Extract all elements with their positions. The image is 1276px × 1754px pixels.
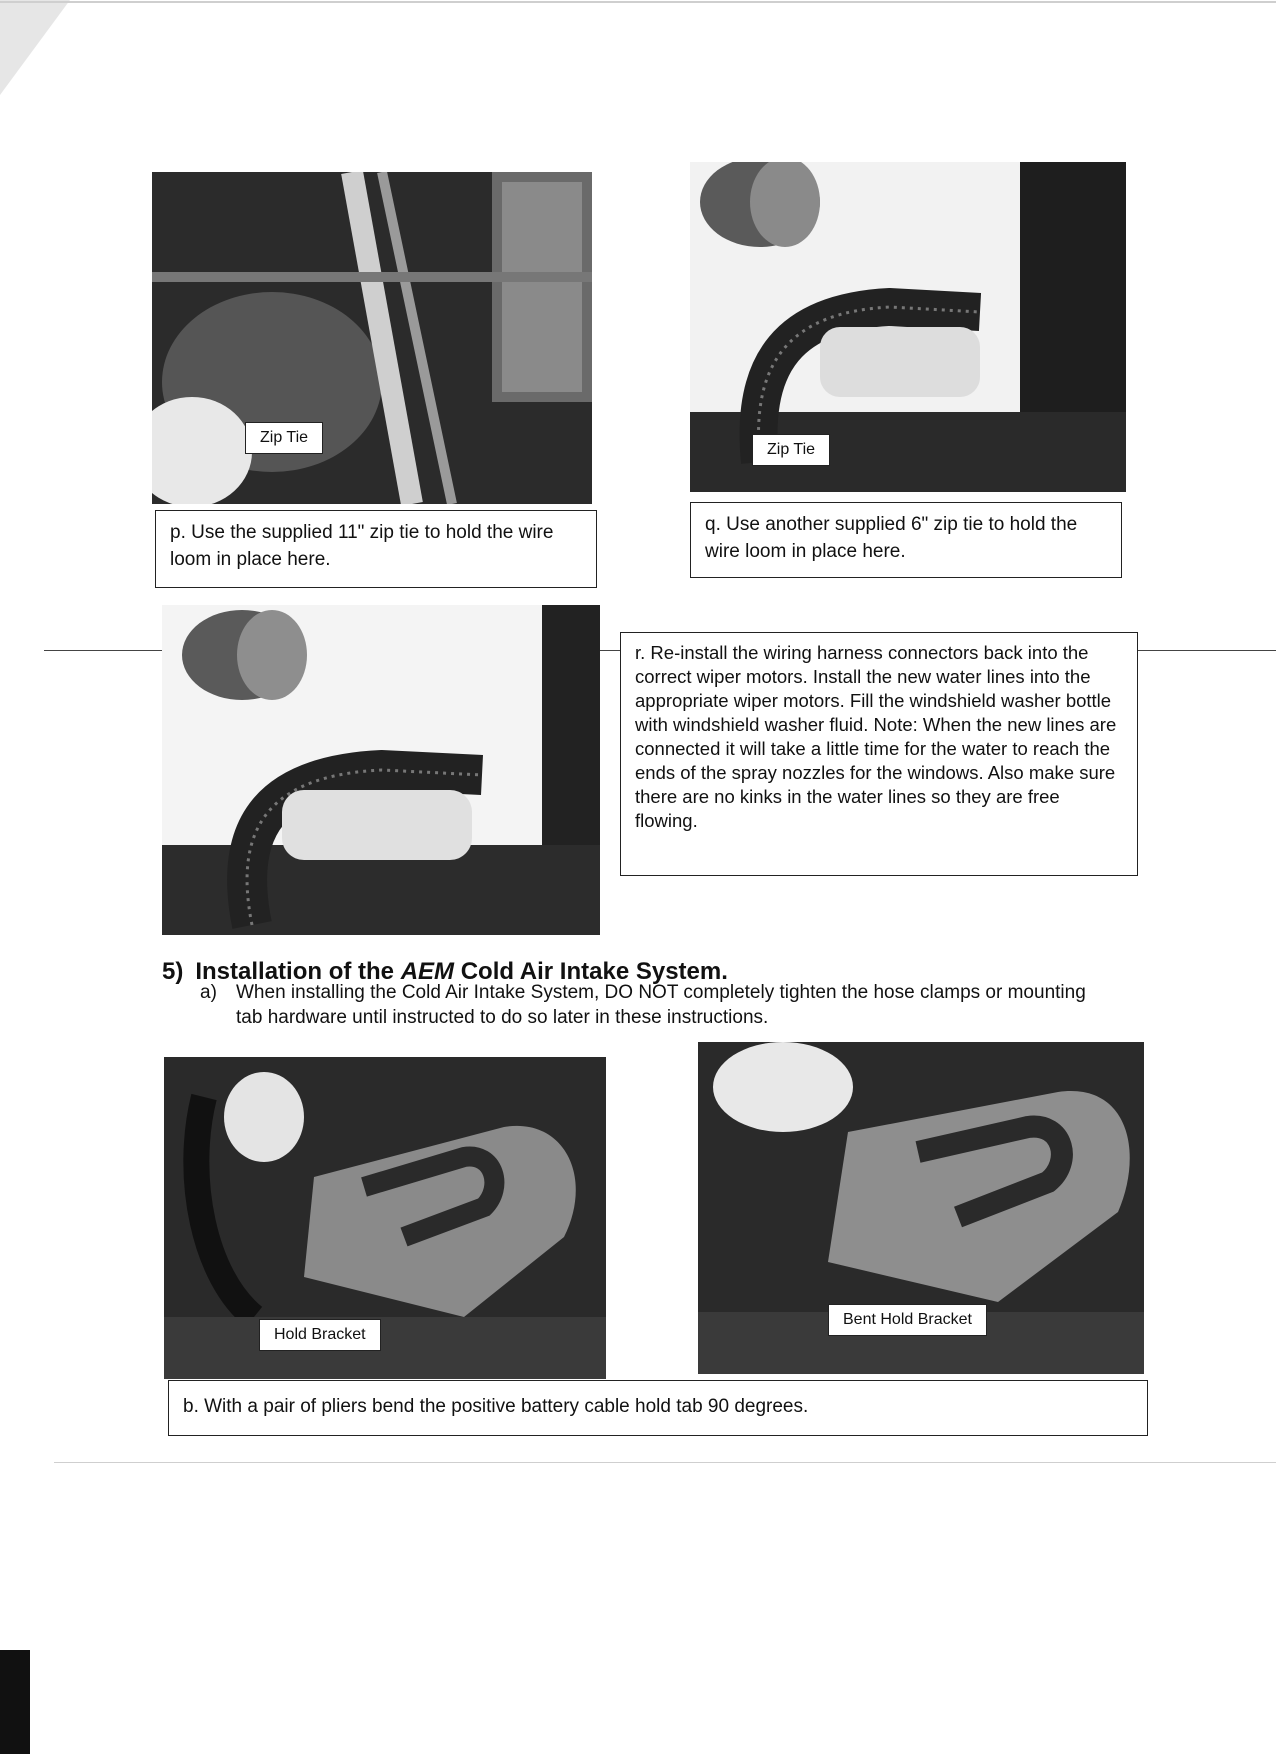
caption-q: q. Use another supplied 6" zip tie to hold the wire loom in place here. [690,502,1122,578]
zip-tie-label: Zip Tie [245,422,323,454]
scan-bottom-line [54,1462,1276,1463]
section-title-brand: AEM [400,958,455,985]
photo-r-wire-loom [162,605,600,935]
section-number: 5) [162,958,184,985]
caption-p: p. Use the supplied 11" zip tie to hold the wire loom in place here. [155,510,597,588]
photo-bent-hold-bracket [698,1042,1144,1374]
caption-b: b. With a pair of pliers bend the positive battery cable hold tab 90 degrees. [168,1380,1148,1436]
step-a-marker: a) [200,982,217,1003]
section-title-post: Cold Air Intake System. [454,958,728,985]
photo-hold-bracket [164,1057,606,1379]
caption-r: r. Re-install the wiring harness connectors back into the correct wiper motors. Install the new water lines into the appropriate wiper motors. Fill the windshield washer bottle with windshield washer fluid. Note: When the new lines are connected it will take a little time for the water to reach the ends of the spray nozzles for the windows. Also make sure there are no kinks in the water lines so they are free flowing. [620,632,1138,876]
step-a-text: When installing the Cold Air Intake System, DO NOT completely tighten the hose clamps or mounting tab hardware until instructed to do so later in these instructions. [236,982,1086,1028]
photo-q-zip-tie [690,162,1126,492]
hold-bracket-label: Hold Bracket [259,1319,381,1351]
bent-hold-bracket-label: Bent Hold Bracket [828,1304,987,1336]
photo-p-zip-tie [152,172,592,504]
zip-tie-label: Zip Tie [752,434,830,466]
step-a [200,980,1100,1030]
section-title-pre: Installation of the [195,958,401,985]
